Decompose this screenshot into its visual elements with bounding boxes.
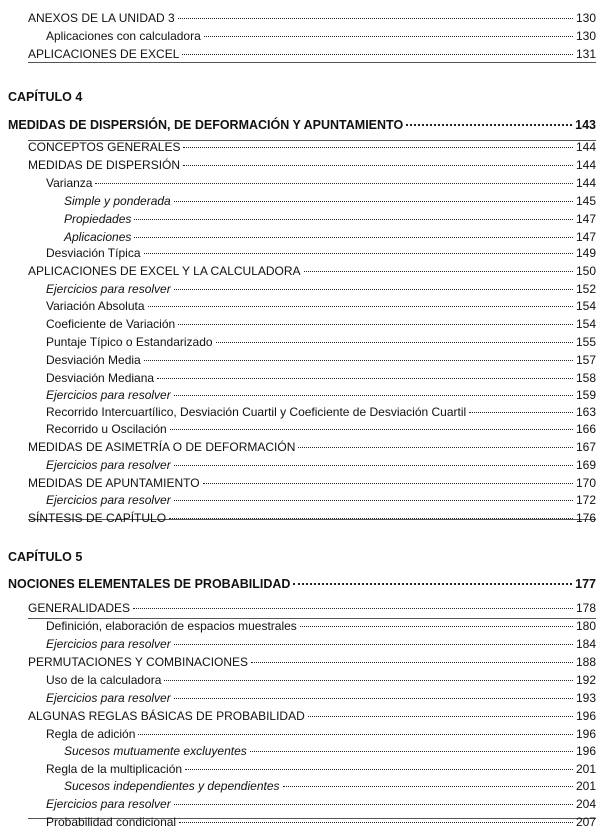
toc-entry-page-number: 152 [575, 282, 596, 296]
dot-leader [203, 483, 573, 484]
toc-entry-page-number: 147 [575, 212, 596, 226]
toc-entry[interactable] [46, 281, 596, 298]
chapter-title: CAPÍTULO 4 [8, 90, 83, 104]
toc-entry[interactable] [46, 814, 596, 831]
dot-leader [133, 608, 573, 609]
dot-leader [300, 626, 573, 627]
toc-entry[interactable] [46, 761, 596, 778]
toc-entry-label: APLICACIONES DE EXCEL Y LA CALCULADORA [28, 264, 301, 278]
toc-entry[interactable] [28, 46, 596, 63]
dot-leader [95, 183, 572, 184]
toc-entry[interactable] [28, 139, 596, 156]
dot-leader [148, 306, 573, 307]
toc-entry-page-number: 144 [575, 140, 596, 154]
toc-entry-label: Puntaje Típico o Estandarizado [46, 335, 213, 349]
toc-entry-page-number: 196 [575, 709, 596, 723]
dot-leader [164, 680, 573, 681]
toc-entry-page-number: 158 [575, 371, 596, 385]
toc-entry-page-number: 145 [575, 194, 596, 208]
toc-entry-page-number: 155 [575, 335, 596, 349]
dot-leader [174, 465, 573, 466]
toc-entry[interactable] [46, 726, 596, 743]
toc-entry-label: APLICACIONES DE EXCEL [28, 47, 180, 61]
toc-entry-label: Propiedades [64, 212, 132, 226]
toc-entry[interactable] [46, 421, 596, 438]
toc-entry-label: Definición, elaboración de espacios muestrales [46, 619, 297, 633]
toc-entry-label: Ejercicios para resolver [46, 282, 171, 296]
toc-entry[interactable] [46, 175, 596, 192]
toc-entry[interactable] [28, 10, 596, 27]
toc-entry[interactable] [64, 193, 596, 210]
toc-entry[interactable] [28, 654, 596, 671]
dot-leader [178, 18, 573, 19]
chapter-heading-entry[interactable] [8, 117, 596, 134]
toc-entry-label: ALGUNAS REGLAS BÁSICAS DE PROBABILIDAD [28, 709, 305, 723]
toc-entry-label: Coeficiente de Variación [46, 317, 176, 331]
toc-entry-page-number: 178 [575, 601, 596, 615]
dot-leader [304, 271, 573, 272]
toc-entry[interactable] [46, 796, 596, 813]
toc-entry-label: Ejercicios para resolver [46, 458, 171, 472]
toc-entry-label: Aplicaciones [64, 230, 132, 244]
dot-leader [174, 395, 573, 396]
toc-entry[interactable] [28, 263, 596, 280]
toc-entry-label: Varianza [46, 176, 93, 190]
toc-entry-page-number: 196 [575, 727, 596, 741]
toc-entry-page-number: 207 [575, 815, 596, 829]
toc-entry[interactable] [46, 492, 596, 509]
dot-leader [298, 447, 573, 448]
toc-entry[interactable] [46, 404, 596, 421]
dot-leader [183, 165, 573, 166]
toc-entry-label: Sucesos independientes y dependientes [64, 779, 280, 793]
dot-leader [251, 662, 573, 663]
dot-leader [174, 804, 573, 805]
toc-entry-page-number: 166 [575, 422, 596, 436]
toc-entry[interactable] [46, 298, 596, 315]
toc-entry[interactable] [46, 316, 596, 333]
toc-entry-label: Ejercicios para resolver [46, 797, 171, 811]
toc-entry-page-number: 131 [575, 47, 596, 61]
dot-leader [308, 716, 573, 717]
toc-entry-page-number: 144 [575, 176, 596, 190]
toc-entry[interactable] [64, 778, 596, 795]
dot-leader [185, 769, 573, 770]
toc-entry-label: MEDIDAS DE DISPERSIÓN, DE DEFORMACIÓN Y APUNTAMIENTO [8, 118, 404, 132]
toc-entry-label: Ejercicios para resolver [46, 637, 171, 651]
dot-leader [178, 324, 573, 325]
dot-leader [157, 378, 573, 379]
dot-leader [174, 201, 573, 202]
toc-entry-label: Recorrido Intercuartílico, Desviación Cuartil y Coeficiente de Desviación Cuartil [46, 405, 467, 419]
toc-entry-label: Sucesos mutuamente excluyentes [64, 744, 247, 758]
toc-entry-page-number: 169 [575, 458, 596, 472]
toc-entry-page-number: 176 [575, 511, 596, 525]
toc-entry[interactable] [46, 387, 596, 404]
dot-leader [204, 36, 573, 37]
dot-leader [182, 54, 573, 55]
toc-entry[interactable] [28, 157, 596, 174]
toc-entry-page-number: 163 [575, 405, 596, 419]
dot-leader [469, 412, 573, 413]
toc-entry-page-number: 149 [575, 246, 596, 260]
toc-entry-page-number: 193 [575, 691, 596, 705]
toc-entry[interactable] [46, 618, 596, 635]
toc-entry-page-number: 130 [575, 29, 596, 43]
toc-entry-label: MEDIDAS DE APUNTAMIENTO [28, 476, 200, 490]
toc-entry-page-number: 154 [575, 317, 596, 331]
toc-entry-page-number: 201 [575, 762, 596, 776]
toc-entry-page-number: 172 [575, 493, 596, 507]
dot-leader [169, 518, 573, 519]
toc-entry-label: Ejercicios para resolver [46, 388, 171, 402]
toc-entry-page-number: 184 [575, 637, 596, 651]
dot-leader [144, 253, 573, 254]
toc-entry-label: CONCEPTOS GENERALES [28, 140, 181, 154]
toc-entry[interactable] [46, 636, 596, 653]
toc-entry-label: Desviación Típica [46, 246, 141, 260]
toc-entry[interactable] [28, 475, 596, 492]
toc-entry[interactable] [28, 708, 596, 725]
toc-entry-page-number: 143 [575, 118, 596, 132]
toc-entry-label: Ejercicios para resolver [46, 691, 171, 705]
dot-leader [250, 751, 573, 752]
toc-entry[interactable] [46, 457, 596, 474]
dot-leader [283, 786, 573, 787]
dot-leader [174, 698, 573, 699]
chapter-title: CAPÍTULO 5 [8, 550, 83, 564]
toc-entry-label: SÍNTESIS DE CAPÍTULO [28, 511, 167, 525]
chapter-heading-entry[interactable] [8, 576, 596, 593]
toc-entry-label: Desviación Mediana [46, 371, 155, 385]
toc-entry-label: Recorrido u Oscilación [46, 422, 167, 436]
toc-entry-label: Regla de adición [46, 727, 136, 741]
dot-leader [170, 429, 573, 430]
dot-leader [174, 644, 573, 645]
toc-entry-label: Desviación Media [46, 353, 141, 367]
toc-entry-label: PERMUTACIONES Y COMBINACIONES [28, 655, 249, 669]
toc-entry[interactable] [46, 28, 596, 45]
dot-leader [183, 147, 572, 148]
toc-entry[interactable] [46, 690, 596, 707]
toc-entry[interactable] [28, 510, 596, 527]
toc-entry-label: MEDIDAS DE ASIMETRÍA O DE DEFORMACIÓN [28, 440, 296, 454]
toc-entry-label: Probabilidad condicional [46, 815, 177, 829]
toc-entry[interactable] [46, 352, 596, 369]
toc-entry[interactable] [64, 229, 596, 246]
dot-leader [293, 583, 572, 585]
toc-entry-page-number: 201 [575, 779, 596, 793]
dot-leader [144, 360, 573, 361]
toc-entry[interactable] [46, 245, 596, 262]
toc-entry-page-number: 192 [575, 673, 596, 687]
toc-entry-page-number: 154 [575, 299, 596, 313]
toc-entry[interactable] [46, 370, 596, 387]
dot-leader [216, 342, 573, 343]
toc-entry-page-number: 204 [575, 797, 596, 811]
toc-entry[interactable] [46, 334, 596, 351]
toc-entry-page-number: 177 [575, 577, 596, 591]
toc-entry-label: NOCIONES ELEMENTALES DE PROBABILIDAD [8, 577, 291, 591]
toc-entry[interactable] [28, 600, 596, 617]
toc-entry-label: Regla de la multiplicación [46, 762, 183, 776]
toc-entry-label: GENERALIDADES [28, 601, 131, 615]
dot-leader [174, 500, 573, 501]
toc-entry[interactable] [28, 439, 596, 456]
dot-leader [134, 219, 573, 220]
dot-leader [179, 822, 573, 823]
toc-entry-label: Uso de la calculadora [46, 673, 162, 687]
toc-entry-label: Variación Absoluta [46, 299, 145, 313]
dot-leader [138, 734, 573, 735]
toc-entry-page-number: 196 [575, 744, 596, 758]
dot-leader [406, 124, 572, 126]
toc-entry-page-number: 167 [575, 440, 596, 454]
toc-entry[interactable] [46, 672, 596, 689]
toc-entry-page-number: 130 [575, 11, 596, 25]
toc-entry-page-number: 180 [575, 619, 596, 633]
toc-entry-page-number: 147 [575, 230, 596, 244]
toc-entry-label: ANEXOS DE LA UNIDAD 3 [28, 11, 175, 25]
toc-entry-label: MEDIDAS DE DISPERSIÓN [28, 158, 181, 172]
toc-entry-label: Simple y ponderada [64, 194, 171, 208]
toc-entry[interactable] [64, 743, 596, 760]
dot-leader [134, 237, 573, 238]
toc-entry-page-number: 170 [575, 476, 596, 490]
dot-leader [174, 289, 573, 290]
toc-entry[interactable] [64, 211, 596, 228]
toc-entry-page-number: 157 [575, 353, 596, 367]
toc-entry-page-number: 159 [575, 388, 596, 402]
toc-entry-page-number: 144 [575, 158, 596, 172]
toc-entry-label: Ejercicios para resolver [46, 493, 171, 507]
toc-entry-page-number: 188 [575, 655, 596, 669]
toc-entry-label: Aplicaciones con calculadora [46, 29, 201, 43]
toc-entry-page-number: 150 [575, 264, 596, 278]
